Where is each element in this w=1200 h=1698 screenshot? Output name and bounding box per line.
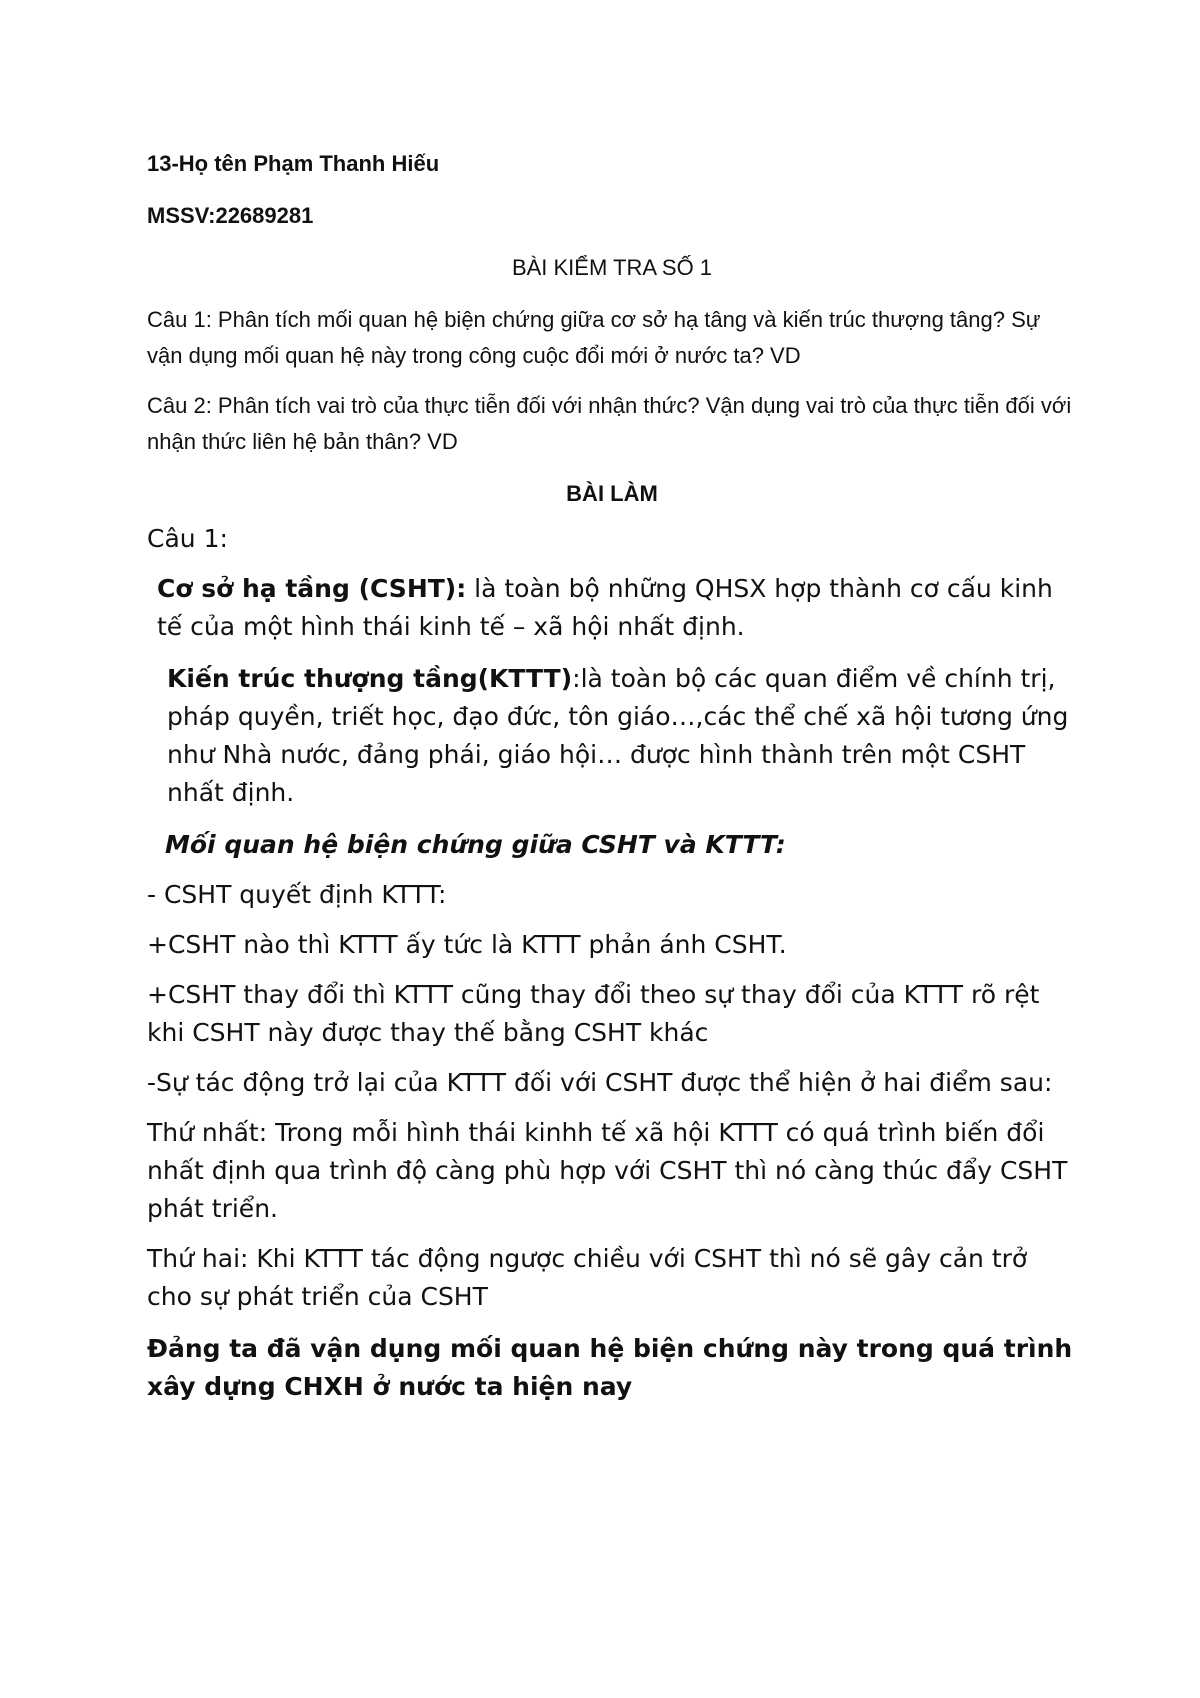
paragraph-csht-reflect: +CSHT nào thì KTTT ấy tức là KTTT phản ánh CSHT. (147, 930, 787, 959)
kttt-definition (147, 660, 1077, 812)
student-name-line: 13-Họ tên Phạm Thanh Hiếu (147, 151, 440, 176)
paragraph-kttt-impact: -Sự tác động trở lại của KTTT đối với CSHT được thể hiện ở hai điểm sau: (147, 1068, 1053, 1097)
kttt-term: Kiến trúc thượng tầng(KTTT) (167, 664, 573, 693)
paragraph-csht-decides: - CSHT quyết định KTTT: (147, 880, 447, 909)
final-heading: Đảng ta đã vận dụng mối quan hệ biện chứng này trong quá trình xây dựng CHXH ở nước ta hiện nay (147, 1334, 1073, 1401)
paragraph-csht-change: +CSHT thay đổi thì KTTT cũng thay đổi theo sự thay đổi của KTTT rõ rệt khi CSHT này được thay thế bằng CSHT khác (147, 980, 1040, 1047)
exam-title: BÀI KIỂM TRA SỐ 1 (511, 255, 713, 280)
answer-cau1-label: Câu 1: (147, 524, 228, 553)
document-page (147, 146, 1077, 1406)
paragraph-second-point: Thứ hai: Khi KTTT tác động ngược chiều với CSHT thì nó sẽ gây cản trở cho sự phát triển của CSHT (147, 1244, 1028, 1311)
relation-heading: Mối quan hệ biện chứng giữa CSHT và KTTT: (165, 830, 786, 859)
paragraph-first-point: Thứ nhất: Trong mỗi hình thái kinhh tế xã hội KTTT có quá trình biến đổi nhất định qua trình độ càng phù hợp với CSHT thì nó càng thúc đẩy CSHT phát triển. (147, 1118, 1068, 1223)
csht-term: Cơ sở hạ tầng (CSHT): (157, 574, 467, 603)
question-1: Câu 1: Phân tích mối quan hệ biện chứng giữa cơ sở hạ tâng và kiến trúc thượng tâng? Sự vận dụng mối quan hệ này trong công cuộc đổi mới ở nước ta? VD (147, 307, 1041, 368)
csht-def-text: là toàn bộ những QHSX hợp thành cơ cấu kinh tế của một hình thái kinh tế – xã hội nhất định. (157, 574, 1053, 641)
question-2: Câu 2: Phân tích vai trò của thực tiễn đối với nhận thức? Vận dụng vai trò của thực tiễn đối với nhận thức liên hệ bản thân? VD (147, 393, 1072, 454)
kttt-def-text: :là toàn bộ các quan điểm về chính trị, pháp quyền, triết học, đạo đức, tôn giáo…,các thể chế xã hội tương ứng như Nhà nước, đảng phái, giáo hội… được hình thành trên một CSHT nhất định. (167, 664, 1069, 807)
csht-definition (147, 570, 1077, 646)
student-id-line: MSSV:22689281 (147, 203, 314, 228)
answer-title: BÀI LÀM (566, 481, 658, 506)
